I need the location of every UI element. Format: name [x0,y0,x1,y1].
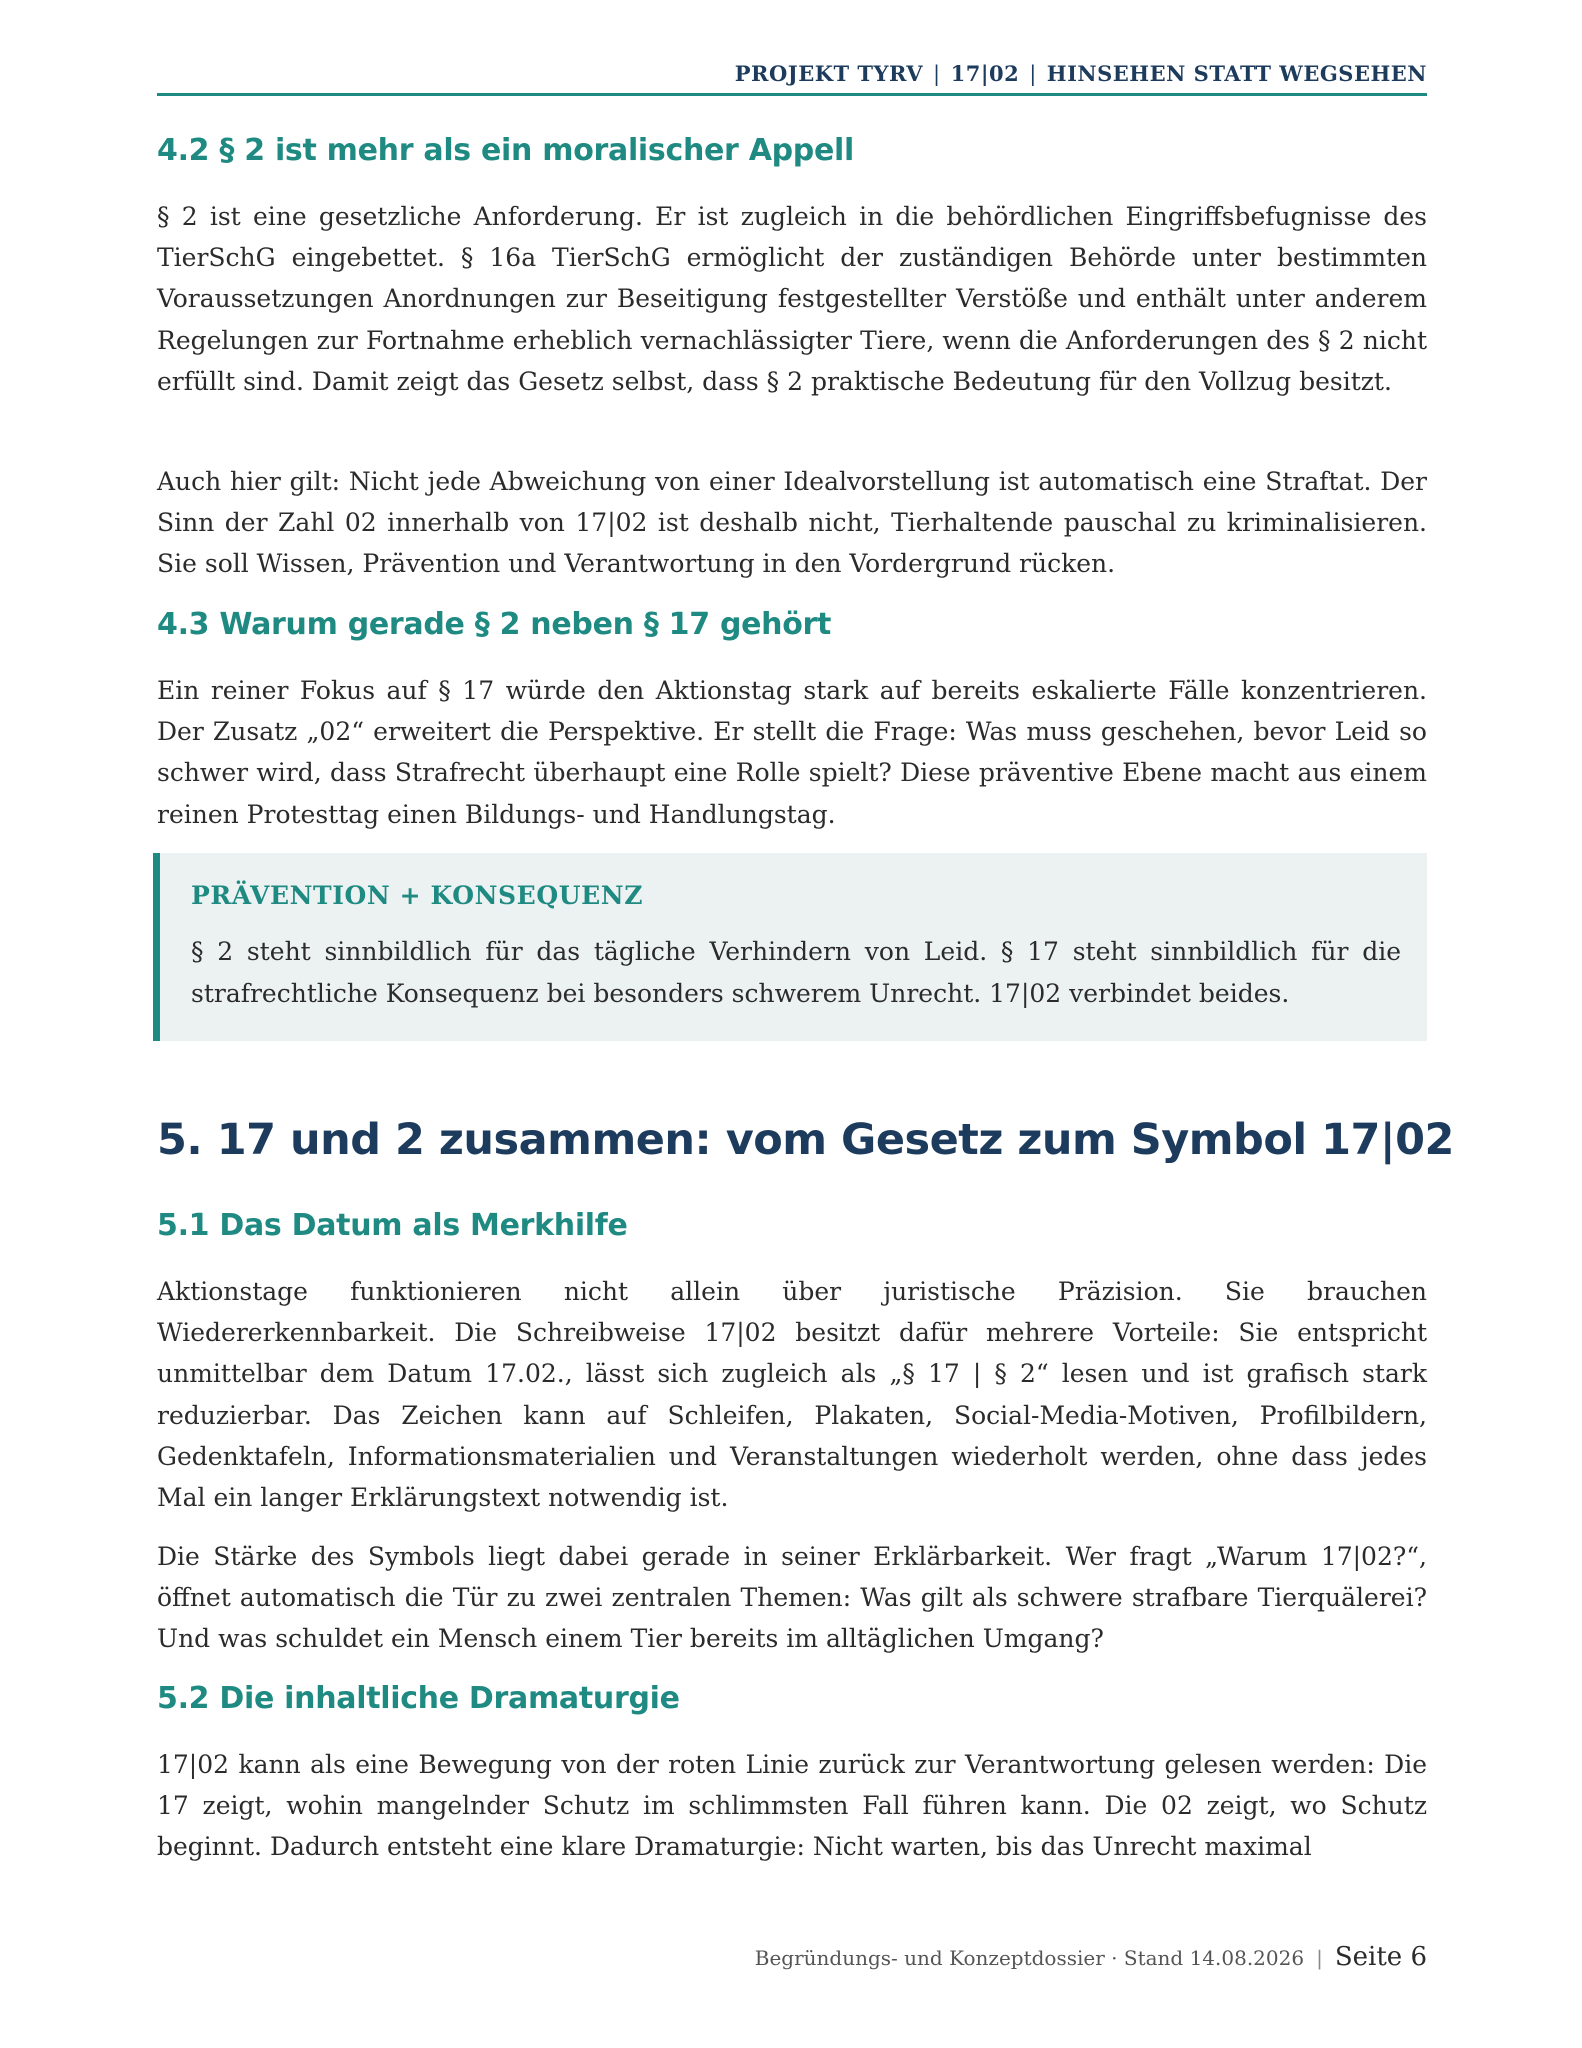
heading-4-2: 4.2 § 2 ist mehr als ein moralischer Appell [157,133,854,168]
header-project: PROJEKT TYRV [734,61,924,86]
callout-box [153,853,1427,1041]
heading-4-3: 4.3 Warum gerade § 2 neben § 17 gehört [157,607,832,642]
paragraph-5-1-1: Aktionstage funktionieren nicht allein über juristische Präzision. Sie brauchen Wiedererkennbarkeit. Die Schreibweise 17|02 besitzt dafür mehrere Vorteile: Sie entspricht unmittelbar dem Datum 17.02., lässt sich zugleich als „§ 17 | § 2“ lesen und ist grafisch stark reduzierbar. Das Zeichen kann auf Schleifen, Plakaten, Social-Media-Motiven, Profilbildern, Gedenktafeln, Informationsmaterialien und Veranstaltungen wiederholt werden, ohne dass jedes Mal ein langer Erklärungstext notwendig ist. [157,1277,1427,1513]
paragraph-5-1-2: Die Stärke des Symbols liegt dabei gerade in seiner Erklärbarkeit. Wer fragt „Warum 17|02?“, öffnet automatisch die Tür zu zwei zentralen Themen: Was gilt als schwere strafbare Tierquälerei? Und was schuldet ein Mensch einem Tier bereits im alltäglichen Umgang? [157,1542,1427,1654]
header-text [735,61,1427,86]
heading-5-1: 5.1 Das Datum als Merkhilfe [157,1208,628,1243]
footer-document-info: Begründungs- und Konzeptdossier · Stand 14.08.2026 [754,1946,1305,1970]
running-header [157,55,1427,96]
running-footer [755,1942,1427,1972]
header-code: 17|02 [950,61,1020,86]
footer-separator: | [1316,1946,1323,1970]
paragraph-4-2-2: Auch hier gilt: Nicht jede Abweichung von einer Idealvorstellung ist automatisch eine Straftat. Der Sinn der Zahl 02 innerhalb von 17|02 ist deshalb nicht, Tierhaltende pauschal zu kriminalisieren. Sie soll Wissen, Prävention und Verantwortung in den Vordergrund rücken. [157,467,1427,579]
header-separator: | [1029,62,1037,86]
paragraph-5-2-1: 17|02 kann als eine Bewegung von der roten Linie zurück zur Verantwortung gelesen werden: Die 17 zeigt, wohin mangelnder Schutz im schlimmsten Fall führen kann. Die 02 zeigt, wo Schutz beginnt. Dadurch entsteht eine klare Dramaturgie: Nicht warten, bis das Unrecht maximal [157,1750,1427,1862]
heading-5: 5. 17 und 2 zusammen: vom Gesetz zum Symbol 17|02 [157,1115,1454,1165]
paragraph-4-2-1: § 2 ist eine gesetzliche Anforderung. Er ist zugleich in die behördlichen Eingriffsbefugnisse des TierSchG eingebettet. § 16a TierSchG ermöglicht der zuständigen Behörde unter bestimmten Voraussetzungen Anordnungen zur Beseitigung festgestellter Verstöße und enthält unter anderem Regelungen zur Fortnahme erheblich vernachlässigter Tiere, wenn die Anforderungen des § 2 nicht erfüllt sind. Damit zeigt das Gesetz selbst, dass § 2 praktische Bedeutung für den Vollzug besitzt. [157,202,1427,396]
paragraph-4-3-1: Ein reiner Fokus auf § 17 würde den Aktionstag stark auf bereits eskalierte Fälle konzentrieren. Der Zusatz „02“ erweitert die Perspektive. Er stellt die Frage: Was muss geschehen, bevor Leid so schwer wird, dass Strafrecht überhaupt eine Rolle spielt? Diese präventive Ebene macht aus einem reinen Protesttag einen Bildungs- und Handlungstag. [157,676,1427,829]
callout-body: § 2 steht sinnbildlich für das tägliche Verhindern von Leid. § 17 steht sinnbildlich für die strafrechtliche Konsequenz bei besonders schwerem Unrecht. 17|02 verbindet beides. [191,937,1401,1008]
page-number: Seite 6 [1334,1942,1427,1972]
header-motto: HINSEHEN STATT WEGSEHEN [1046,61,1427,86]
header-separator: | [933,62,941,86]
callout-title: PRÄVENTION + KONSEQUENZ [191,881,644,910]
heading-5-2: 5.2 Die inhaltliche Dramaturgie [157,1681,680,1716]
